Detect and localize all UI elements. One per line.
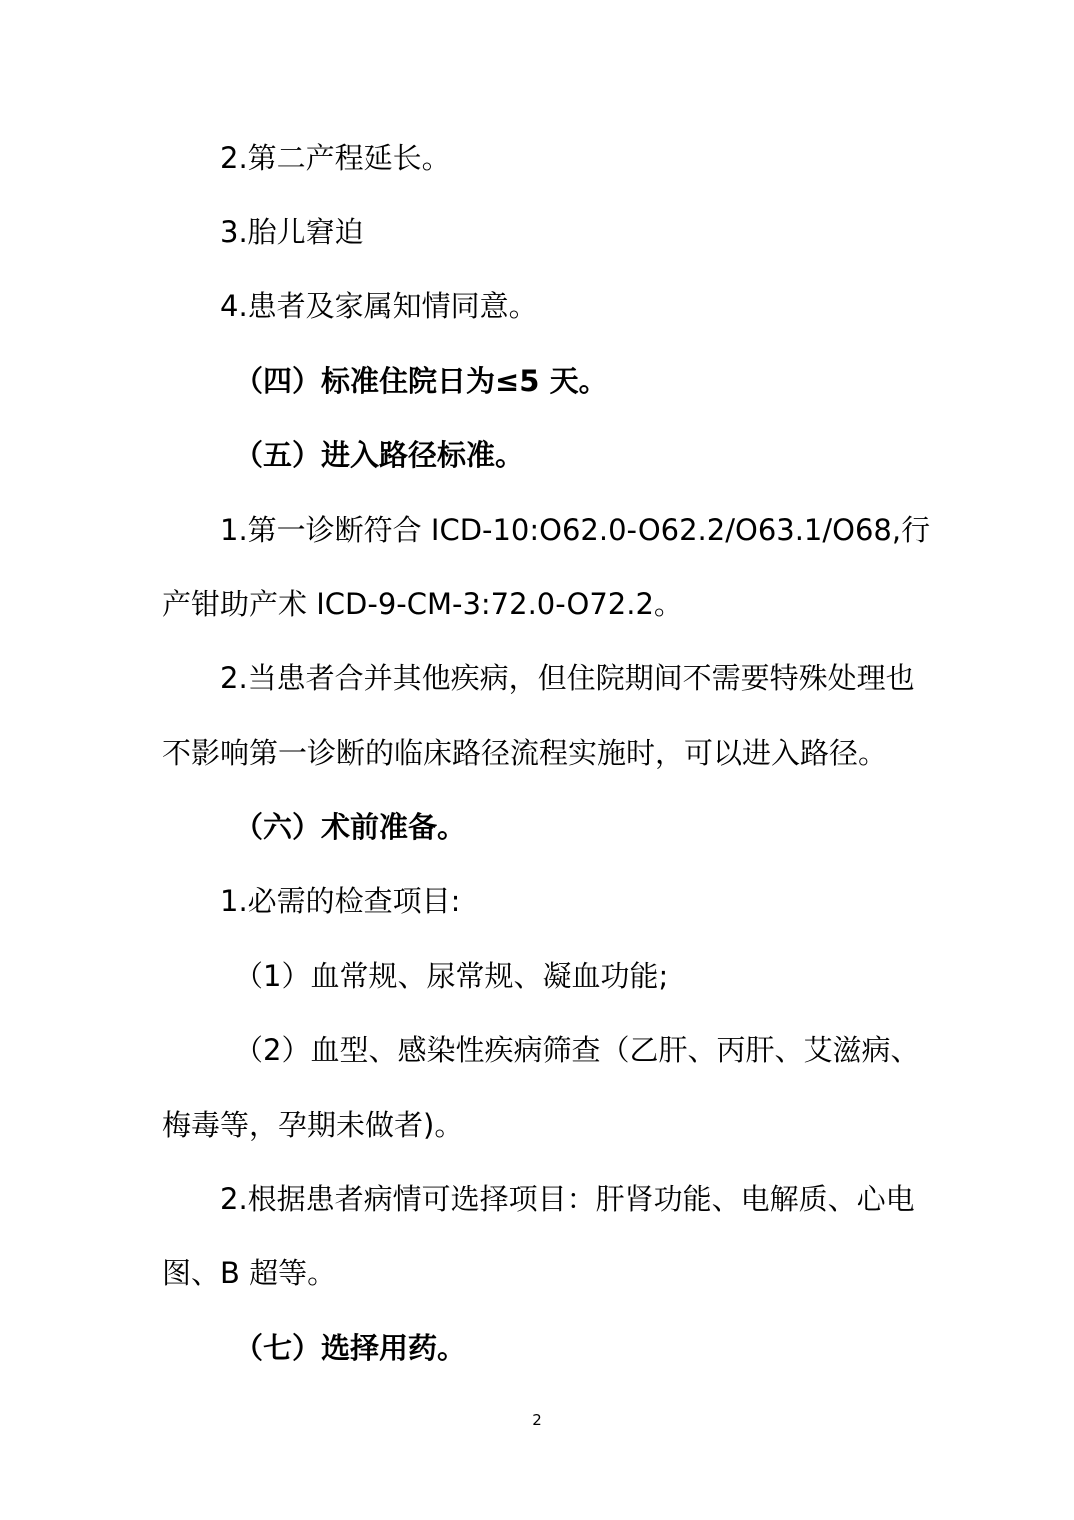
paragraph-line: 2.第二产程延长。 xyxy=(220,141,451,175)
list-item: （1）血常规、尿常规、凝血功能; xyxy=(234,959,669,993)
section-heading: （四）标准住院日为≤5 天。 xyxy=(234,364,608,398)
page-number: 2 xyxy=(532,1411,542,1429)
paragraph-line: 4.患者及家属知情同意。 xyxy=(220,289,538,323)
paragraph-line: 图、B 超等。 xyxy=(162,1256,337,1290)
paragraph-line: 产钳助产术 ICD-9-CM-3:72.0-O72.2。 xyxy=(162,587,683,621)
paragraph-line: 1.第一诊断符合 ICD-10:O62.0-O62.2/O63.1/O68,行 xyxy=(220,513,931,547)
section-heading: （六）术前准备。 xyxy=(234,810,467,844)
paragraph-line: 2.当患者合并其他疾病，但住院期间不需要特殊处理也 xyxy=(220,661,915,695)
list-item: （2）血型、感染性疾病筛查（乙肝、丙肝、艾滋病、 xyxy=(234,1033,920,1067)
paragraph-line: 1.必需的检查项目: xyxy=(220,884,461,918)
paragraph-line: 不影响第一诊断的临床路径流程实施时，可以进入路径。 xyxy=(162,736,888,770)
paragraph-line: 梅毒等，孕期未做者)。 xyxy=(162,1108,464,1142)
paragraph-line: 2.根据患者病情可选择项目：肝肾功能、电解质、心电 xyxy=(220,1182,915,1216)
paragraph-line: 3.胎儿窘迫 xyxy=(220,215,364,249)
section-heading: （七）选择用药。 xyxy=(234,1331,467,1365)
section-heading: （五）进入路径标准。 xyxy=(234,438,525,472)
